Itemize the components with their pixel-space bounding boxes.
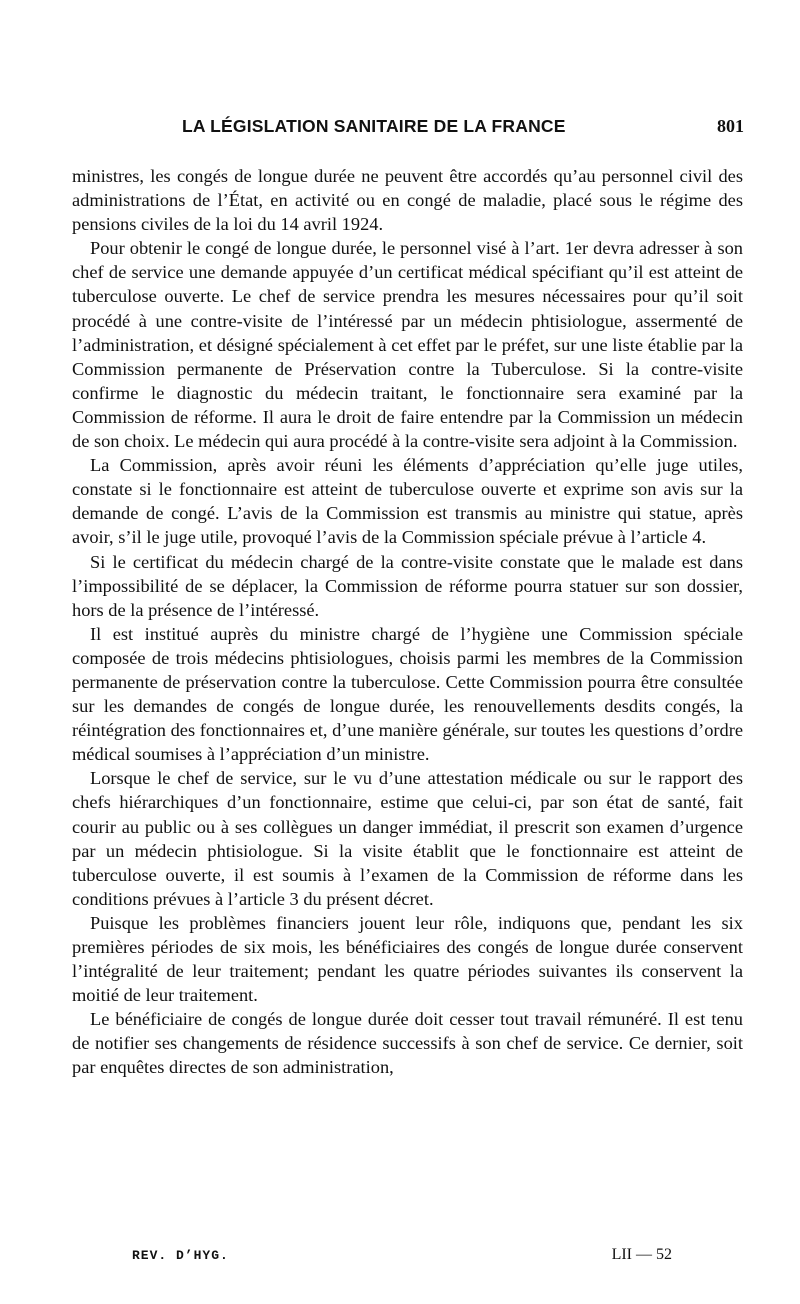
page-number: 801 — [717, 116, 744, 136]
paragraph: ministres, les congés de longue durée ne peuvent être accordés qu’au personnel civil des administrations de l’État, en activité ou en congé de maladie, placé sous le régime des pensions civiles de la loi du 14 avril 1924. — [72, 166, 743, 235]
paragraph: Il est institué auprès du ministre chargé de l’hygiène une Commission spéciale composée de trois médecins phtisiologues, choisis parmi les membres de la Commission permanente de préservation contre la tuberculose. Cette Commission pourra être consultée sur les demandes de congés de longue durée, les renouvellements desdits congés, la réintégration des fonctionnaires et, d’une manière générale, sur toutes les questions d’ordre médical soumises à l’appréciation d’un ministre. — [72, 623, 743, 765]
paragraph: Pour obtenir le congé de longue durée, le personnel visé à l’art. 1er devra adresser à son chef de service une demande appuyée d’un certificat médical spécifiant qu’il est atteint de tuberculose ouverte. Le chef de service prendra les mesures nécessaires pour qu’il soit procédé à une contre-visite de l’intéressé par un médecin phtisiologue, assermenté de l’administration, et désigné spécialement à cet effet par le préfet, sur une liste établie par la Commission permanente de Préservation contre la Tuberculose. Si la contre-visite confirme le diagnostic du médecin traitant, le fonctionnaire sera examiné par la Commission de réforme. Il aura le droit de faire entendre par la Commission un médecin de son choix. Le médecin qui aura procédé à la contre-visite sera adjoint à la Commission. — [72, 238, 743, 452]
volume-page-signature: LII — 52 — [611, 1246, 672, 1263]
running-header — [72, 116, 744, 144]
paragraph: Si le certificat du médecin chargé de la contre-visite constate que le malade est dans l’impossibilité de se déplacer, la Commission de réforme pourra statuer sur son dossier, hors de la présence de l’intéressé. — [72, 551, 743, 620]
body-text — [72, 164, 743, 1080]
paragraph: Lorsque le chef de service, sur le vu d’une attestation médicale ou sur le rapport des chefs hiérarchiques d’un fonctionnaire, estime que celui-ci, par son état de santé, fait courir au public ou à ses collègues un danger immédiat, il prescrit son examen d’urgence par un médecin phtisiologue. Si la visite établit que le fonctionnaire est atteint de tuberculose ouverte, il est soumis à l’examen de la Commission de réforme dans les conditions prévues à l’article 3 du présent décret. — [72, 768, 743, 909]
journal-signature: REV. D’HYG. — [132, 1248, 229, 1263]
running-title: LA LÉGISLATION SANITAIRE DE LA FRANCE — [182, 116, 566, 136]
paragraph: Puisque les problèmes financiers jouent leur rôle, indiquons que, pendant les six premières périodes de six mois, les bénéficiaires des congés de longue durée conservent l’intégralité de leur traitement; pendant les quatre périodes suivantes ils conservent la moitié de leur traitement. — [72, 912, 743, 1006]
paragraph: La Commission, après avoir réuni les éléments d’appréciation qu’elle juge utiles, constate si le fonctionnaire est atteint de tuberculose ouverte et exprime son avis sur la demande de congé. L’avis de la Commission est transmis au ministre qui statue, après avoir, s’il le juge utile, provoqué l’avis de la Commission spéciale prévue à l’article 4. — [72, 455, 743, 548]
page-footer — [132, 1248, 672, 1272]
paragraph: Le bénéficiaire de congés de longue durée doit cesser tout travail rémunéré. Il est tenu de notifier ses changements de résidence successifs à son chef de service. Ce dernier, soit par enquêtes directes de son administration, — [72, 1009, 743, 1078]
